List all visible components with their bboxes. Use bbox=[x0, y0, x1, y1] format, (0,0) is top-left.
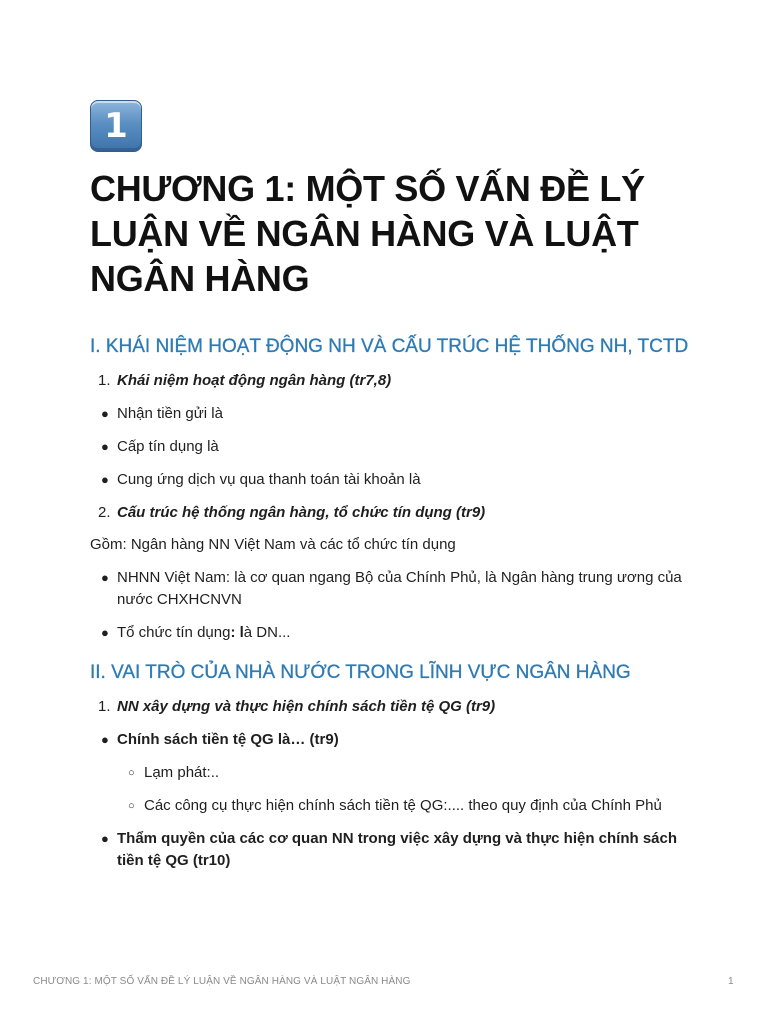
section-heading-2: II. VAI TRÒ CỦA NHÀ NƯỚC TRONG LĨNH VỰC NGÂN HÀNG bbox=[90, 662, 631, 683]
tctd-label: Tổ chức tín dụng bbox=[117, 624, 231, 641]
list-item-text: Cấp tín dụng là bbox=[117, 438, 219, 455]
item-text: Khái niệm hoạt động ngân hàng (tr7,8) bbox=[117, 372, 392, 389]
sub-list-item bbox=[90, 762, 690, 784]
bullet-icon: ● bbox=[101, 625, 109, 640]
list-item-text: Thẩm quyền của các cơ quan NN trong việc xây dựng và thực hiện chính sách tiền tệ QG (tr10) bbox=[117, 830, 678, 869]
keycap-one-icon: 1 bbox=[90, 100, 142, 152]
page-title: CHƯƠNG 1: MỘT SỐ VẤN ĐỀ LÝ LUẬN VỀ NGÂN HÀNG VÀ LUẬT NGÂN HÀNG bbox=[90, 168, 645, 299]
tctd-colon: : l bbox=[230, 624, 244, 641]
list-item-text: NHNN Việt Nam: là cơ quan ngang Bộ của Chính Phủ, là Ngân hàng trung ương của nước CHXHCNVN bbox=[117, 569, 682, 608]
hollow-bullet-icon: ○ bbox=[128, 767, 135, 779]
page-number: 1 bbox=[728, 976, 734, 987]
list-item-text: Nhận tiền gửi là bbox=[117, 405, 223, 422]
list-item bbox=[90, 729, 690, 751]
sub-list-item-text: Các công cụ thực hiện chính sách tiền tệ QG:.... theo quy định của Chính Phủ bbox=[144, 797, 662, 814]
list-item bbox=[90, 436, 690, 458]
sub-list-item bbox=[90, 795, 690, 817]
list-item bbox=[90, 567, 690, 611]
sub-list-item-text: Lạm phát:.. bbox=[144, 764, 220, 781]
bullet-icon: ● bbox=[101, 831, 109, 846]
footer-running-title: CHƯƠNG 1: MỘT SỐ VẤN ĐỀ LÝ LUẬN VỀ NGÂN HÀNG VÀ LUẬT NGÂN HÀNG bbox=[33, 976, 411, 987]
bullet-icon: ● bbox=[101, 406, 109, 421]
page-content bbox=[90, 100, 690, 872]
numbered-item bbox=[90, 696, 690, 718]
item-number: 1. bbox=[98, 698, 111, 715]
tctd-rest: à DN... bbox=[243, 624, 291, 641]
bullet-icon: ● bbox=[101, 472, 109, 487]
paragraph: Gồm: Ngân hàng NN Việt Nam và các tổ chức tín dụng bbox=[90, 536, 456, 553]
list-item bbox=[90, 828, 690, 872]
numbered-item bbox=[90, 502, 690, 524]
item-text: Cấu trúc hệ thống ngân hàng, tổ chức tín dụng (tr9) bbox=[117, 504, 486, 521]
bullet-icon: ● bbox=[101, 570, 109, 585]
section-heading-1: I. KHÁI NIỆM HOẠT ĐỘNG NH VÀ CẤU TRÚC HỆ THỐNG NH, TCTD bbox=[90, 336, 689, 357]
list-item bbox=[90, 403, 690, 425]
list-item bbox=[90, 622, 690, 644]
hollow-bullet-icon: ○ bbox=[128, 800, 135, 812]
bullet-icon: ● bbox=[101, 732, 109, 747]
bullet-icon: ● bbox=[101, 439, 109, 454]
item-number: 2. bbox=[98, 504, 111, 521]
list-item-text bbox=[90, 622, 690, 644]
list-item-text: Cung ứng dịch vụ qua thanh toán tài khoản là bbox=[117, 471, 421, 488]
item-number: 1. bbox=[98, 372, 111, 389]
list-item-text: Chính sách tiền tệ QG là… (tr9) bbox=[117, 731, 339, 748]
item-text: NN xây dựng và thực hiện chính sách tiền tệ QG (tr9) bbox=[117, 698, 496, 715]
numbered-item bbox=[90, 370, 690, 392]
list-item bbox=[90, 469, 690, 491]
